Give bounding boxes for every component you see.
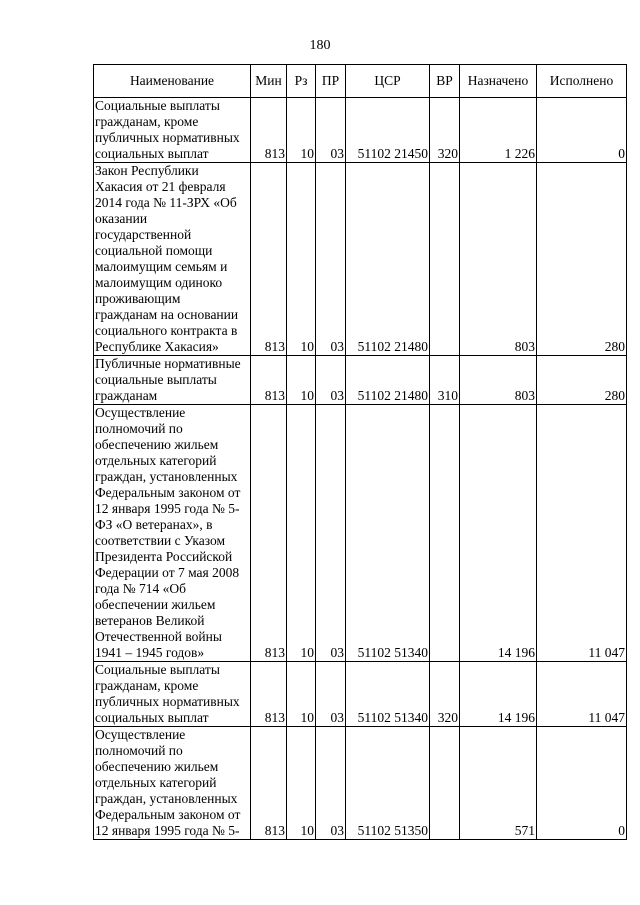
row-rz: 10 <box>287 405 316 662</box>
row-assigned: 803 <box>460 163 537 356</box>
row-assigned: 14 196 <box>460 405 537 662</box>
budget-table <box>93 64 627 840</box>
row-assigned: 571 <box>460 727 537 840</box>
row-assigned: 803 <box>460 356 537 405</box>
row-name: Социальные выплаты гражданам, кроме публичных нормативных социальных выплат <box>94 98 251 163</box>
row-rz: 10 <box>287 98 316 163</box>
header-min: Мин <box>251 65 287 98</box>
header-vr: ВР <box>430 65 460 98</box>
row-pr: 03 <box>316 662 346 727</box>
header-name: Наименование <box>94 65 251 98</box>
row-vr: 320 <box>430 98 460 163</box>
row-assigned: 14 196 <box>460 662 537 727</box>
row-min: 813 <box>251 163 287 356</box>
row-min: 813 <box>251 98 287 163</box>
row-pr: 03 <box>316 405 346 662</box>
table-row <box>94 727 627 840</box>
row-csr: 51102 21450 <box>346 98 430 163</box>
row-executed: 11 047 <box>537 662 627 727</box>
row-pr: 03 <box>316 356 346 405</box>
row-min: 813 <box>251 405 287 662</box>
row-csr: 51102 51350 <box>346 727 430 840</box>
row-rz: 10 <box>287 727 316 840</box>
page-number: 180 <box>309 38 331 53</box>
row-executed: 280 <box>537 356 627 405</box>
row-min: 813 <box>251 356 287 405</box>
row-vr <box>430 163 460 356</box>
row-csr: 51102 21480 <box>346 356 430 405</box>
header-executed: Исполнено <box>537 65 627 98</box>
row-rz: 10 <box>287 163 316 356</box>
row-pr: 03 <box>316 727 346 840</box>
row-executed: 11 047 <box>537 405 627 662</box>
row-executed: 0 <box>537 727 627 840</box>
row-vr <box>430 405 460 662</box>
row-name: Публичные нормативные социальные выплаты гражданам <box>94 356 251 405</box>
row-csr: 51102 21480 <box>346 163 430 356</box>
table-header-row <box>94 65 627 98</box>
table-row <box>94 662 627 727</box>
row-executed: 280 <box>537 163 627 356</box>
header-pr: ПР <box>316 65 346 98</box>
row-min: 813 <box>251 662 287 727</box>
row-vr: 310 <box>430 356 460 405</box>
row-vr <box>430 727 460 840</box>
header-csr: ЦСР <box>346 65 430 98</box>
row-assigned: 1 226 <box>460 98 537 163</box>
row-name: Социальные выплаты гражданам, кроме публичных нормативных социальных выплат <box>94 662 251 727</box>
row-csr: 51102 51340 <box>346 405 430 662</box>
row-pr: 03 <box>316 98 346 163</box>
row-min: 813 <box>251 727 287 840</box>
row-name: Осуществление полномочий по обеспечению жильем отдельных категорий граждан, установленных Федеральным законом от 12 января 1995 года № 5- <box>94 727 251 840</box>
header-assigned: Назначено <box>460 65 537 98</box>
row-rz: 10 <box>287 662 316 727</box>
table-row <box>94 98 627 163</box>
row-name: Закон Республики Хакасия от 21 февраля 2014 года № 11-ЗРХ «Об оказании государственной социальной помощи малоимущим семьям и малоимущим одиноко проживающим гражданам на основании социального контракта в Республике Хакасия» <box>94 163 251 356</box>
row-rz: 10 <box>287 356 316 405</box>
header-rz: Рз <box>287 65 316 98</box>
row-vr: 320 <box>430 662 460 727</box>
row-pr: 03 <box>316 163 346 356</box>
row-executed: 0 <box>537 98 627 163</box>
row-name: Осуществление полномочий по обеспечению жильем отдельных категорий граждан, установленных Федеральным законом от 12 января 1995 года № 5- ФЗ «О ветеранах», в соответствии с Указом Президента Российской Федерации от 7 мая 2008 года № 714 «Об обеспечении жильем ветеранов Великой Отечественной войны 1941 – 1945 годов» <box>94 405 251 662</box>
table-row <box>94 356 627 405</box>
table-row <box>94 163 627 356</box>
row-csr: 51102 51340 <box>346 662 430 727</box>
table-row <box>94 405 627 662</box>
